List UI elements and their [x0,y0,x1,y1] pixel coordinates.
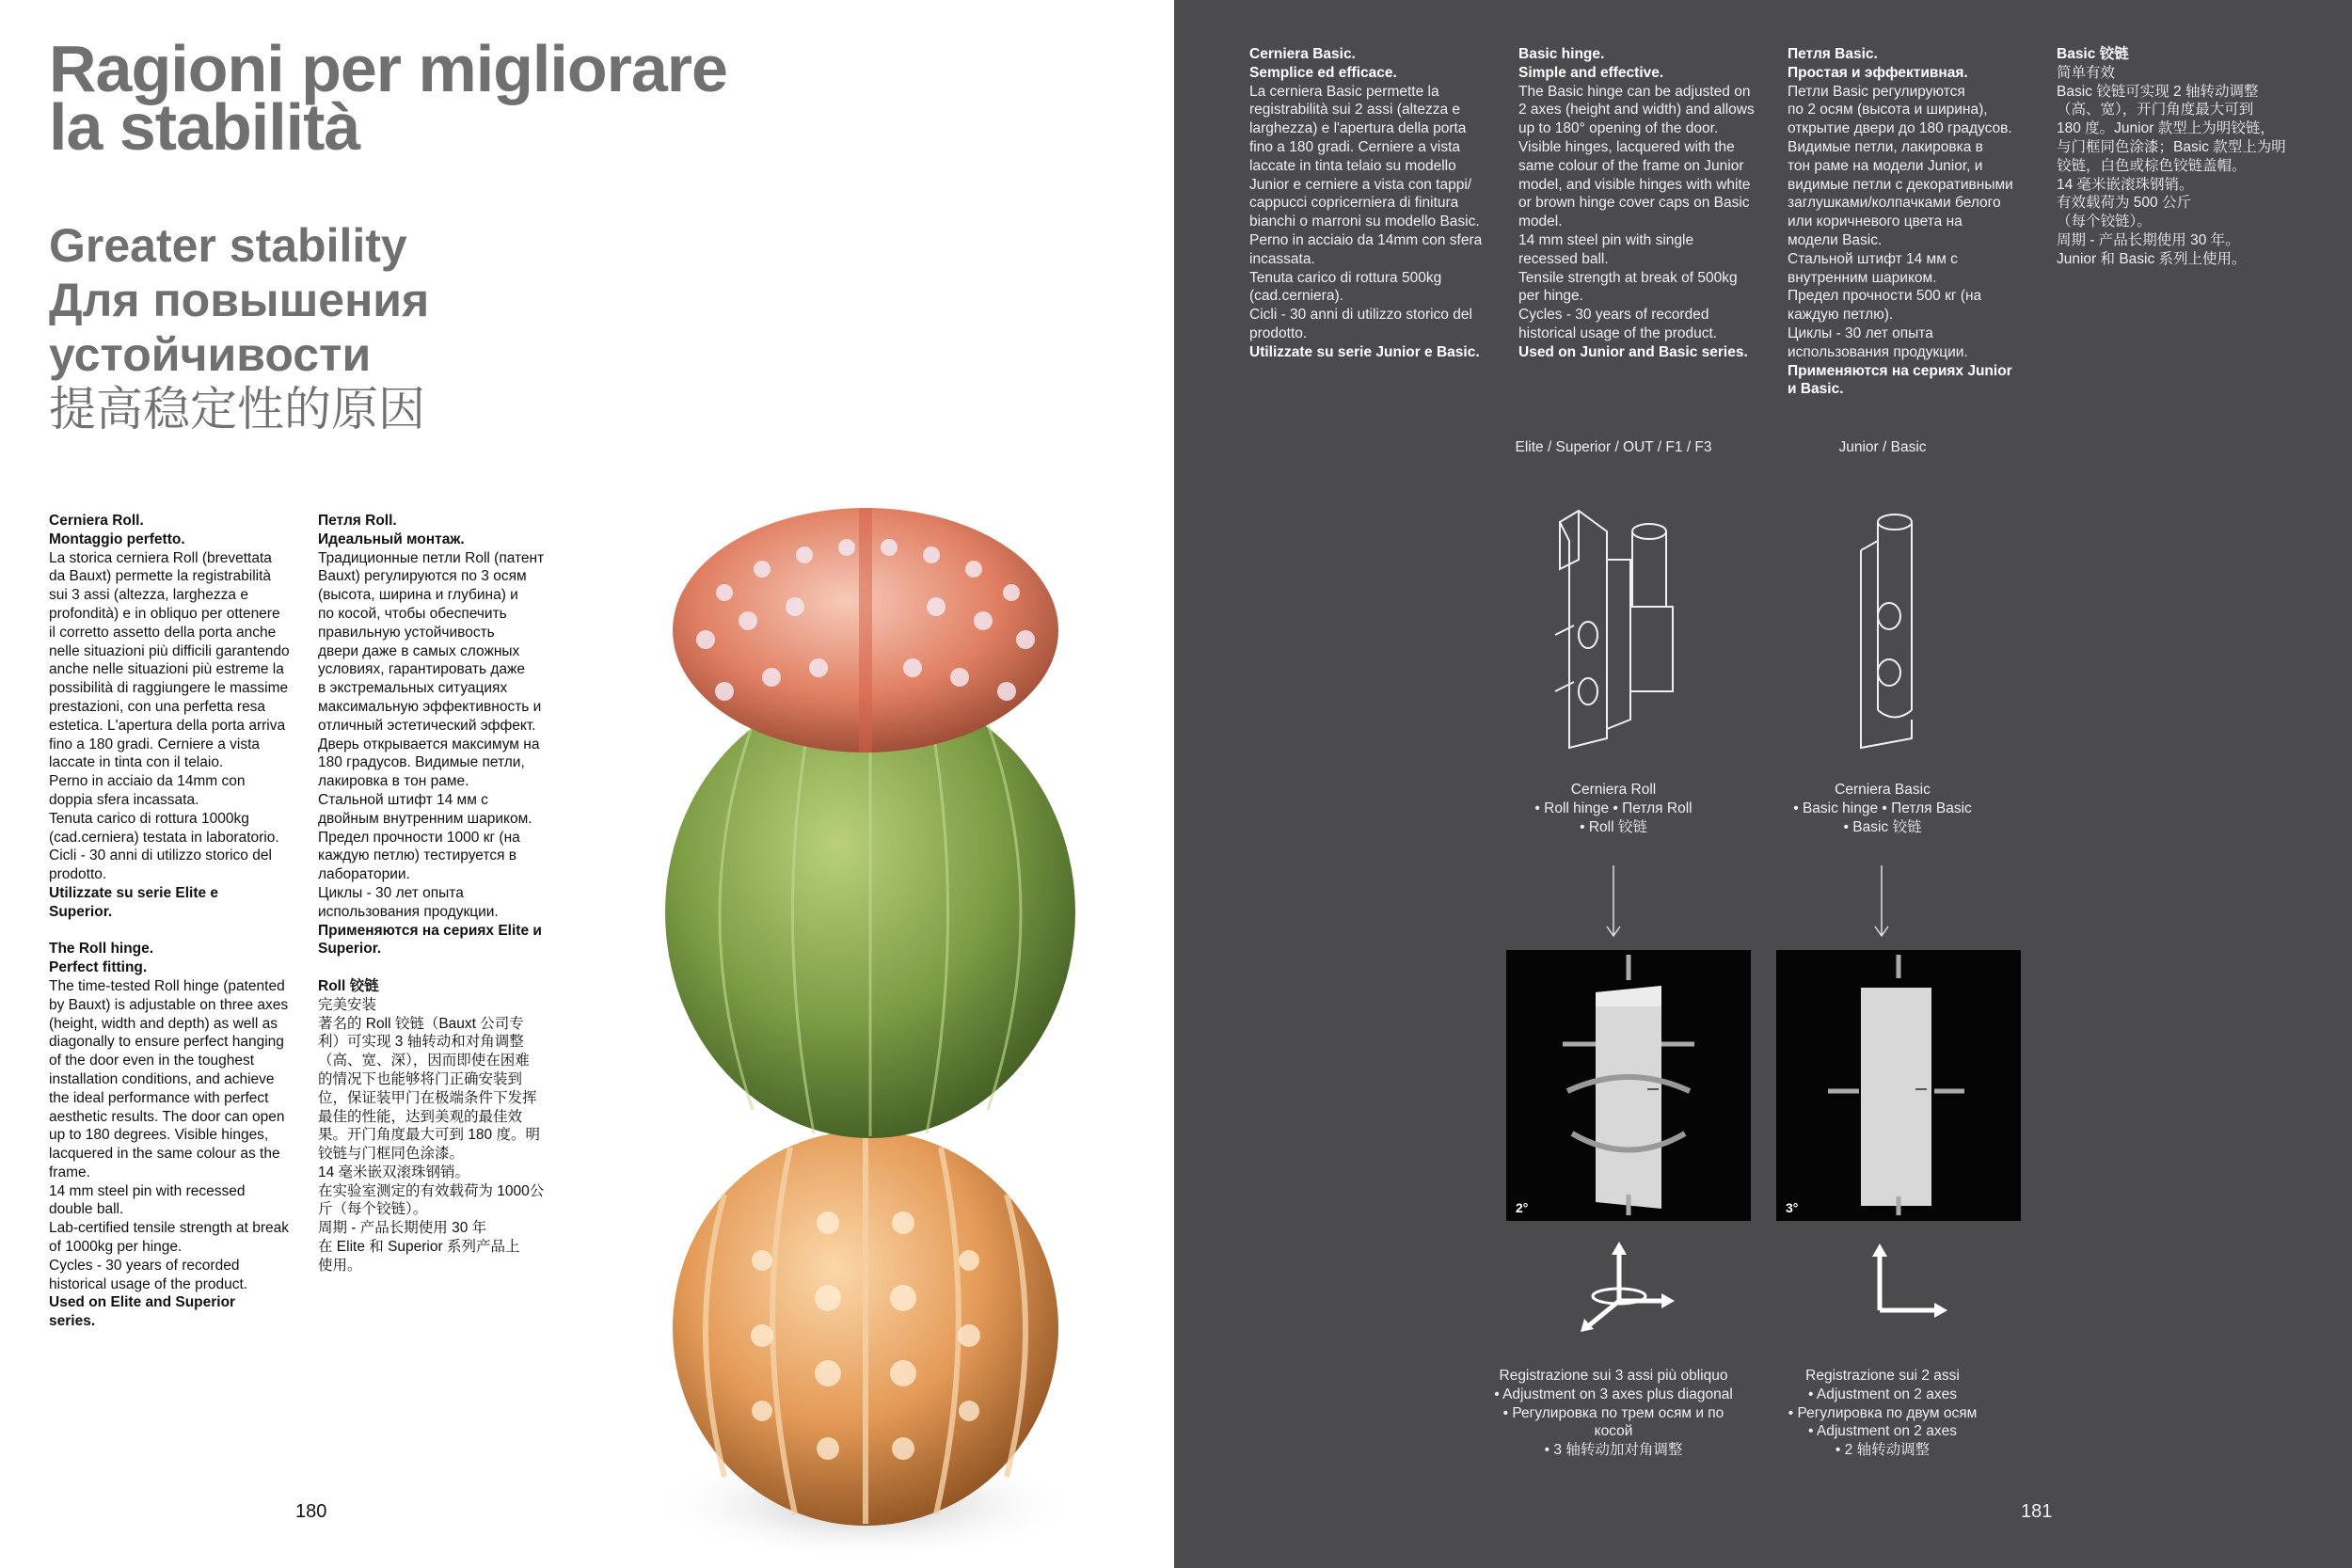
text-line: заглушками/колпачками белого [1788,195,2001,212]
text-line: 铰链与门框同色涂漆。 [318,1146,465,1163]
text-line: historical usage of the product. [1518,325,1718,341]
caption-basic-hinge [1746,781,2019,836]
left-page [0,0,1174,1568]
text-line: prodotto. [1249,325,1308,341]
text-column-basic-en [1518,45,1772,362]
text-line: 与门框同色涂漆；Basic 款型上为明 [2057,138,2286,155]
door-adjustment-photo-basic [1776,950,2021,1221]
down-arrow-icon [1604,865,1623,941]
text-line: Дверь открывается максимум на [318,736,540,752]
text-line: 在实验室测定的有效载荷为 1000公 [318,1182,545,1199]
text-line: открытие двери до 180 градусов. [1788,120,2012,137]
text-line: （每个铰链）。 [2057,214,2152,230]
text-line: laccate in tinta con il telaio. [49,754,224,771]
text-line: Simple and effective. [1518,64,1664,81]
text-line: • 3 轴转动加对角调整 [1544,1442,1683,1459]
hinge-series-label-basic: Junior / Basic [1838,439,1927,455]
text-line: 在 Elite 和 Superior 系列产品上 [318,1239,520,1256]
text-line: • Basic hinge • Петля Basic [1793,800,1972,816]
text-line: отличный эстетический эффект. [318,717,536,734]
text-line: Registrazione sui 3 assi più obliquo [1499,1368,1728,1384]
text-line: правильную устойчивость [318,624,495,641]
text-line: Петля Basic. [1788,46,1878,62]
text-line: Basic 铰链可实现 2 轴转动调整 [2057,83,2259,100]
text-line: Применяются на сериях Elite и [318,922,542,939]
text-line: 180 градусов. Видимые петли, [318,754,525,771]
text-line: Cicli - 30 anni di utilizzo storico del [1249,307,1472,324]
text-line: 14 mm steel pin with recessed [49,1182,246,1199]
text-line: двери даже в самых сложных [318,642,520,659]
text-line: da Bauxt) permette la registrabilità [49,568,272,585]
text-line: 最佳的性能，达到美观的最佳效 [318,1108,523,1125]
text-line: в экстремальных ситуациях [318,680,508,697]
text-line: Tensile strength at break of 500kg [1518,269,1738,286]
text-line: possibilità di raggiungere le massime [49,680,289,697]
text-line: incassata. [1249,250,1315,267]
text-line: 位，保证装甲门在极端条件下发挥 [318,1089,537,1106]
text-line: 14 mm steel pin with single [1518,231,1694,248]
text-line: Lab-certified tensile strength at break [49,1220,290,1237]
text-line: 的情况下也能够将门正确安装到 [318,1070,523,1087]
text-line: historical usage of the product. [49,1275,248,1292]
text-line: Junior 和 Basic 系列上使用。 [2057,250,2247,267]
basic-hinge-drawing [1850,503,1953,757]
subtitle-block [49,218,707,436]
text-line: diagonally to ensure perfect hanging [49,1034,284,1051]
text-line: Простая и эффективная. [1788,64,1968,81]
text-line: Cicli - 30 anni di utilizzo storico del [49,847,272,864]
subtitle-ru-2: устойчивости [49,328,372,381]
text-line: Used on Junior and Basic series. [1518,343,1748,360]
text-line: • 2 轴转动调整 [1835,1442,1931,1459]
text-line: aesthetic results. The door can open [49,1108,285,1125]
text-line: Петли Basic регулируются [1788,83,1965,100]
text-line: bianchi o marroni su modello Basic. [1249,214,1480,230]
text-line: Tenuta carico di rottura 500kg [1249,269,1442,286]
text-line: 2 axes (height and width) and allows [1518,102,1755,119]
text-line: per hinge. [1518,288,1583,305]
text-line: видимые петли с декоративными [1788,176,2013,193]
roll-hinge-drawing [1541,503,1692,757]
text-line: Bauxt) регулируются по 3 осям [318,568,527,585]
door-adjustment-photo-roll [1506,950,1751,1221]
hinge-series-label-roll: Elite / Superior / OUT / F1 / F3 [1515,439,1712,455]
page-number-right: 181 [2021,1501,2053,1522]
text-line: двойным внутренним шариком. [318,810,532,827]
subtitle-ru-1: Для повышения [49,274,430,326]
text-line: 利）可实现 3 轴转动和对角调整 [318,1034,524,1051]
text-line: Видимые петли, лакировка в [1788,138,1983,155]
two-axis-icon [1861,1240,1955,1334]
degree-label: 3° [1786,1200,1799,1215]
text-line: of 1000kg per hinge. [49,1239,183,1256]
text-line: Cerniera Basic. [1249,46,1356,62]
text-line: Superior. [49,903,113,920]
text-line: • Roll hinge • Петля Roll [1534,800,1692,816]
text-line: Perno in acciaio da 14mm con sfera [1249,231,1483,248]
text-line: the ideal performance with perfect [49,1089,269,1106]
text-line: by Bauxt) is adjustable on three axes [49,996,289,1013]
text-line: 14 毫米嵌双滚珠钢销。 [318,1164,470,1180]
adjustment-caption-basic [1746,1367,2019,1460]
text-line: использования продукции. [1788,343,1968,360]
text-line: использования продукции. [318,903,499,920]
text-line: • Регулировка по трем осям и по [1502,1404,1724,1421]
text-line: Visible hinges, lacquered with the [1518,138,1735,155]
text-line: The Roll hinge. [49,941,154,958]
text-line: максимальную эффективность и [318,698,542,715]
text-line: по 2 осям (высота и ширина), [1788,102,1988,119]
text-line: лаборатории. [318,866,410,883]
paragraph-gap [49,922,312,941]
text-line: или коричневого цвета на [1788,214,1963,230]
text-line: Циклы - 30 лет опыта [318,884,464,901]
text-line: (cad.cerniera) testata in laboratorio. [49,829,279,846]
text-line: fino a 180 gradi. Cerniere a vista [1249,138,1461,155]
text-column-basic-it [1249,45,1503,362]
text-line: Идеальный монтаж. [318,531,465,547]
text-line: model. [1518,214,1563,230]
text-line: 简单有效 [2057,64,2116,81]
text-line: Utilizzate su serie Elite e [49,884,219,901]
degree-label: 2° [1516,1200,1529,1215]
text-line: 有效载荷为 500 公斤 [2057,195,2191,212]
text-line: 使用。 [318,1257,362,1274]
text-line: • Adjustment on 2 axes [1808,1423,1957,1440]
text-line: 著名的 Roll 铰链（Bauxt 公司专 [318,1015,524,1032]
text-column-roll-it-en [49,512,312,1331]
text-line: Применяются на сериях Junior [1788,362,2012,379]
text-line: profondità) e in obliquo per ottenere [49,605,280,622]
text-line: косой [1594,1423,1633,1440]
text-line: prodotto. [49,866,107,883]
text-line: model, and visible hinges with white [1518,176,1751,193]
text-line: (высота, ширина и глубина) и [318,587,518,604]
sea-urchin-photo [583,508,1148,1568]
text-line: Cerniera Roll [1570,782,1657,798]
three-axis-icon [1577,1240,1680,1334]
text-line: (height, width and depth) as well as [49,1015,278,1032]
text-line: Basic 铰链 [2057,46,2129,62]
text-line: nelle situazioni più difficili garantendo [49,642,290,659]
caption-roll-hinge [1477,781,1750,836]
down-arrow-icon [1872,865,1891,941]
text-line: каждую петлю). [1788,307,1894,324]
text-line: • Adjustment on 2 axes [1808,1386,1957,1402]
text-line: up to 180 degrees. Visible hinges, [49,1127,269,1144]
text-line: of the door even in the toughest [49,1053,255,1069]
text-line: (cad.cerniera). [1249,288,1343,305]
text-line: 斤（每个铰链）。 [318,1201,428,1218]
text-line: 周期 - 产品长期使用 30 年 [318,1220,487,1237]
text-line: Used on Elite and Superior [49,1294,236,1311]
text-line: larghezza) e l'apertura della porta [1249,120,1467,137]
text-line: по косой, чтобы обеспечить [318,605,507,622]
text-line: registrabilità sui 2 assi (altezza e [1249,102,1460,119]
text-line: лакировка в тон раме. [318,773,469,790]
text-line: Utilizzate su serie Junior e Basic. [1249,343,1480,360]
text-line: Montaggio perfetto. [49,531,185,547]
text-line: • Adjustment on 3 axes plus diagonal [1494,1386,1733,1402]
text-line: • Basic 铰链 [1843,818,1922,835]
text-line: Junior e cerniere a vista con tappi/ [1249,176,1472,193]
text-line: тон раме на модели Junior, и [1788,157,1983,174]
text-line: il corretto assetto della porta anche [49,624,277,641]
text-line: The Basic hinge can be adjusted on [1518,83,1751,100]
text-line: Предел прочности 500 кг (на [1788,288,1982,305]
text-line: La storica cerniera Roll (brevettata [49,549,272,566]
text-line: （高、宽、深），因而即使在困难 [318,1053,530,1069]
text-line: fino a 180 gradi. Cerniere a vista [49,736,261,752]
text-line: or brown hinge cover caps on Basic [1518,195,1750,212]
page-title: Ragioni per migliorare la stabilità [49,32,727,164]
text-line: Basic hinge. [1518,46,1605,62]
text-line: • Регулировка по двум осям [1788,1404,1978,1421]
text-line: Петля Roll. [318,513,397,529]
text-line: Стальной штифт 14 мм с [1788,250,1958,267]
text-line: 果。开门角度最大可到 180 度。明 [318,1127,540,1144]
text-line: laccate in tinta telaio su modello [1249,157,1456,174]
text-line: anche nelle situazioni più estreme la [49,661,284,678]
text-line: и Basic. [1788,381,1844,398]
text-line: Semplice ed efficace. [1249,64,1397,81]
subtitle-zh: 提高稳定性的原因 [49,383,425,436]
text-line: prestazioni, con una perfetta resa [49,698,266,715]
text-column-basic-ru [1788,45,2042,399]
text-line: Cerniera Basic [1835,782,1931,798]
text-line: Cycles - 30 years of recorded [49,1257,240,1274]
text-line: installation conditions, and achieve [49,1070,275,1087]
text-line: sui 3 assi (altezza, larghezza e [49,587,248,604]
text-line: Cerniera Roll. [49,513,144,529]
text-line: estetica. L'apertura della porta arriva [49,717,286,734]
text-line: внутренним шариком. [1788,269,1937,286]
text-line: Registrazione sui 2 assi [1805,1368,1960,1384]
text-line: 14 毫米嵌滚珠钢销。 [2057,176,2194,193]
text-line: Cycles - 30 years of recorded [1518,307,1709,324]
text-line: Perfect fitting. [49,959,148,976]
text-column-roll-ru-zh [318,512,581,1275]
text-line: Традиционные петли Roll (патент [318,549,545,566]
text-line: double ball. [49,1201,124,1218]
text-line: same colour of the frame on Junior [1518,157,1744,174]
subtitle-en: Greater stability [49,219,407,272]
text-column-basic-zh [2057,45,2311,269]
text-line: La cerniera Basic permette la [1249,83,1439,100]
text-line: lacquered in the same colour as the [49,1146,280,1163]
text-line: recessed ball. [1518,250,1609,267]
text-line: 周期 - 产品长期使用 30 年。 [2057,231,2240,248]
text-line: Perno in acciaio da 14mm con [49,773,246,790]
text-line: （高、宽），开门角度最大可到 [2057,102,2254,119]
text-line: Roll 铰链 [318,977,379,994]
text-line: условиях, гарантировать даже [318,661,526,678]
text-line: doppia sfera incassata. [49,791,199,808]
text-line: frame. [49,1164,90,1180]
text-line: Предел прочности 1000 кг (на [318,829,520,846]
right-page [1174,0,2352,1568]
text-line: cappucci copricerniera di finitura [1249,195,1459,212]
text-line: up to 180° opening of the door. [1518,120,1719,137]
text-line: The time-tested Roll hinge (patented [49,977,285,994]
text-line: • Roll 铰链 [1580,818,1647,835]
text-line: 完美安装 [318,996,377,1013]
page-number-left: 180 [295,1501,327,1522]
text-line: Tenuta carico di rottura 1000kg [49,810,249,827]
text-line: series. [49,1313,96,1330]
text-line: Стальной штифт 14 мм с [318,791,488,808]
text-line: Циклы - 30 лет опыта [1788,325,1933,341]
adjustment-caption-roll [1477,1367,1750,1460]
text-line: каждую петлю) тестируется в [318,847,517,864]
paragraph-gap [318,958,581,977]
text-line: модели Basic. [1788,231,1883,248]
text-line: Superior. [318,941,382,958]
text-line: 180 度。Junior 款型上为明铰链， [2057,120,2275,137]
text-line: 铰链，白色或棕色铰链盖帽。 [2057,157,2247,174]
